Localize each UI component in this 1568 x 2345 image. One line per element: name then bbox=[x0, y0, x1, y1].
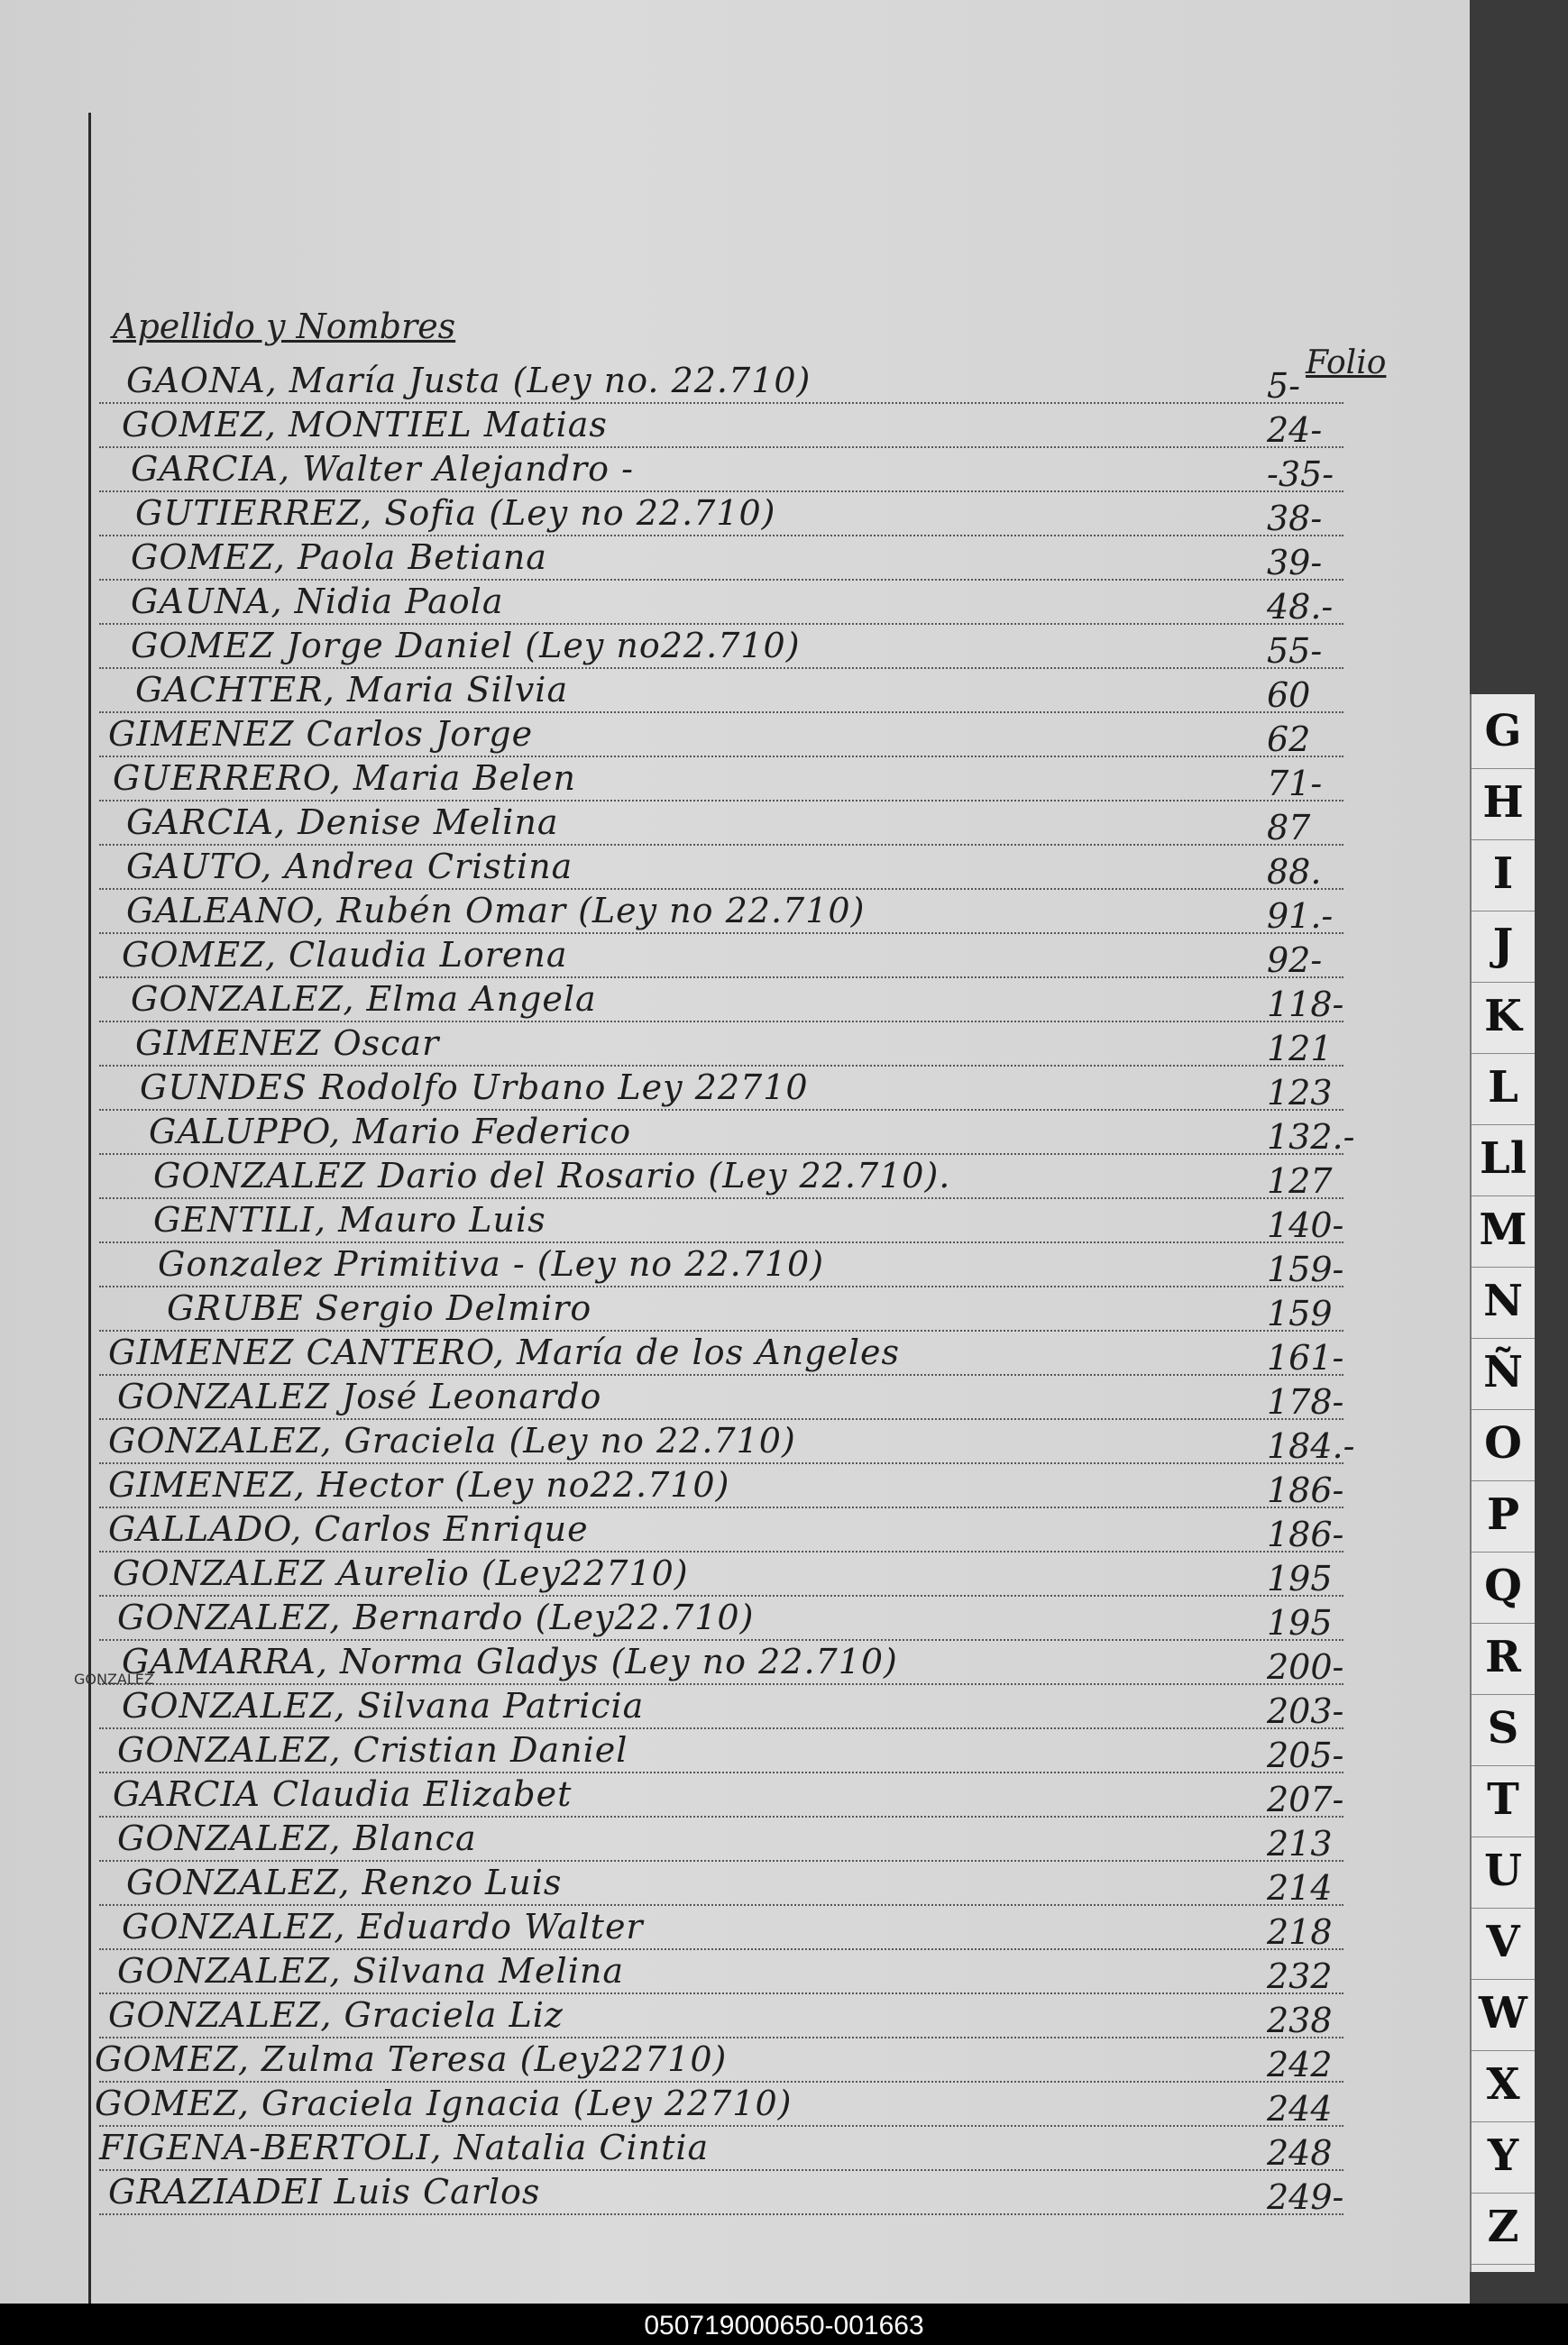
ruled-line bbox=[99, 1551, 1343, 1553]
ruled-line bbox=[99, 1021, 1343, 1022]
entry-folio: 127 bbox=[1267, 1161, 1333, 1201]
ledger-entry bbox=[0, 1023, 1470, 1067]
ruled-line bbox=[99, 1197, 1343, 1199]
ledger-entry bbox=[0, 405, 1470, 448]
ruled-line bbox=[99, 1286, 1343, 1287]
ruled-line bbox=[99, 1109, 1343, 1111]
ruled-line bbox=[99, 1948, 1343, 1950]
entry-folio: 203- bbox=[1267, 1691, 1344, 1731]
ruled-line bbox=[99, 888, 1343, 890]
entry-name: GAONA, María Justa (Ley no. 22.710) bbox=[126, 361, 812, 400]
entry-name: GRUBE Sergio Delmiro bbox=[167, 1288, 592, 1328]
ledger-entry bbox=[0, 979, 1470, 1022]
entry-name: GONZALEZ, Cristian Daniel bbox=[117, 1730, 628, 1770]
entry-folio: 132.- bbox=[1267, 1117, 1355, 1157]
entry-name: FIGENA-BERTOLI, Natalia Cintia bbox=[99, 2128, 710, 2167]
entry-folio: 184.- bbox=[1267, 1426, 1355, 1466]
ledger-entry bbox=[0, 1112, 1470, 1155]
ledger-entry bbox=[0, 1156, 1470, 1199]
entry-folio: 5- bbox=[1267, 366, 1301, 406]
ruled-line bbox=[99, 623, 1343, 625]
entry-folio: 39- bbox=[1267, 543, 1323, 582]
ruled-line bbox=[99, 535, 1343, 536]
entry-name: GONZALEZ, Bernardo (Ley22.710) bbox=[117, 1598, 755, 1637]
entry-folio: 244 bbox=[1267, 2089, 1333, 2129]
ledger-entry bbox=[0, 714, 1470, 757]
entry-folio: 218 bbox=[1267, 1912, 1333, 1952]
ledger-entry bbox=[0, 1244, 1470, 1287]
index-tab-r[interactable]: R bbox=[1472, 1620, 1535, 1695]
footer-bar bbox=[0, 2304, 1568, 2345]
index-tab-p[interactable]: P bbox=[1472, 1478, 1535, 1553]
ruled-line bbox=[99, 1153, 1343, 1155]
entry-folio: 38- bbox=[1267, 499, 1323, 538]
ledger-entry bbox=[0, 802, 1470, 846]
ledger-entry bbox=[0, 1333, 1470, 1376]
ledger-entry bbox=[0, 1951, 1470, 1994]
ledger-entry bbox=[0, 1067, 1470, 1111]
index-tab-w[interactable]: W bbox=[1472, 1976, 1535, 2051]
index-tab-v[interactable]: V bbox=[1472, 1905, 1535, 1980]
ruled-line bbox=[99, 2213, 1343, 2215]
entry-name: GONZALEZ Aurelio (Ley22710) bbox=[113, 1553, 689, 1593]
entry-name: GUERRERO, Maria Belen bbox=[113, 758, 576, 798]
ruled-line bbox=[99, 932, 1343, 934]
index-tab-k[interactable]: K bbox=[1472, 979, 1535, 1054]
ruled-line bbox=[99, 667, 1343, 669]
index-tab-q[interactable]: Q bbox=[1472, 1549, 1535, 1624]
entry-name: GOMEZ, Graciela Ignacia (Ley 22710) bbox=[95, 2084, 793, 2123]
index-tab-l[interactable]: L bbox=[1472, 1050, 1535, 1125]
entry-name: GAUNA, Nidia Paola bbox=[131, 582, 504, 621]
ruled-line bbox=[99, 490, 1343, 492]
ledger-entry bbox=[0, 1642, 1470, 1685]
ruled-line bbox=[99, 800, 1343, 802]
entry-name: GUNDES Rodolfo Urbano Ley 22710 bbox=[140, 1067, 809, 1107]
ledger-entry bbox=[0, 2084, 1470, 2127]
entry-name: GAMARRA, Norma Gladys (Ley no 22.710) bbox=[122, 1642, 898, 1681]
ledger-entry bbox=[0, 2172, 1470, 2215]
ruled-line bbox=[99, 1639, 1343, 1641]
entry-folio: 161- bbox=[1267, 1338, 1344, 1378]
ledger-entry bbox=[0, 1377, 1470, 1420]
index-tab-o[interactable]: O bbox=[1472, 1406, 1535, 1481]
entry-name: GOMEZ, Claudia Lorena bbox=[122, 935, 568, 975]
index-tab-y[interactable]: Y bbox=[1472, 2119, 1535, 2194]
entry-folio: 88. bbox=[1267, 852, 1322, 892]
entry-folio: 123 bbox=[1267, 1073, 1333, 1113]
ruled-line bbox=[99, 976, 1343, 978]
entry-folio: 207- bbox=[1267, 1780, 1344, 1819]
index-tab-x[interactable]: X bbox=[1472, 2047, 1535, 2122]
entry-folio: -35- bbox=[1267, 454, 1334, 494]
entry-folio: 48.- bbox=[1267, 587, 1334, 627]
entry-name: GONZALEZ, Graciela Liz bbox=[108, 1995, 564, 2035]
entry-folio: 205- bbox=[1267, 1736, 1344, 1775]
index-tab-t[interactable]: T bbox=[1472, 1763, 1535, 1837]
ruled-line bbox=[99, 1241, 1343, 1243]
index-tab-s[interactable]: S bbox=[1472, 1691, 1535, 1766]
ruled-line bbox=[99, 1595, 1343, 1597]
entry-name: GONZALEZ, Silvana Patricia bbox=[122, 1686, 645, 1726]
entry-folio: 238 bbox=[1267, 2001, 1333, 2040]
document-code: 050719000650-001663 bbox=[644, 2311, 924, 2340]
ruled-line bbox=[99, 2037, 1343, 2038]
ruled-line bbox=[99, 1683, 1343, 1685]
ledger-entry bbox=[0, 891, 1470, 934]
ruled-line bbox=[99, 1860, 1343, 1862]
ruled-line bbox=[99, 1772, 1343, 1773]
index-tab-n[interactable]: N bbox=[1472, 1264, 1535, 1339]
ledger-entry bbox=[0, 935, 1470, 978]
entry-name: GARCIA, Walter Alejandro - bbox=[131, 449, 634, 489]
entry-folio: 186- bbox=[1267, 1515, 1344, 1554]
index-tab-u[interactable]: U bbox=[1472, 1834, 1535, 1909]
entry-name: GONZALEZ Dario del Rosario (Ley 22.710). bbox=[153, 1156, 951, 1195]
entry-folio: 118- bbox=[1267, 985, 1344, 1024]
ledger-entry bbox=[0, 1818, 1470, 1862]
ledger-entry bbox=[0, 361, 1470, 404]
entry-name: GALLADO, Carlos Enrique bbox=[108, 1509, 589, 1549]
index-tab-ll[interactable]: Ll bbox=[1472, 1122, 1535, 1196]
entry-folio: 232 bbox=[1267, 1956, 1333, 1996]
column-header-folio: Folio bbox=[1306, 344, 1387, 381]
entry-folio: 92- bbox=[1267, 940, 1323, 980]
margin-note: GONZALEZ bbox=[74, 1671, 154, 1688]
entry-name: GENTILI, Mauro Luis bbox=[153, 1200, 546, 1240]
ruled-line bbox=[99, 756, 1343, 757]
ruled-line bbox=[99, 711, 1343, 713]
ruled-line bbox=[99, 402, 1343, 404]
index-tab-j[interactable]: J bbox=[1472, 908, 1535, 983]
ruled-line bbox=[99, 1374, 1343, 1376]
ruled-line bbox=[99, 1462, 1343, 1464]
entry-name: GIMENEZ Oscar bbox=[135, 1023, 440, 1063]
ruled-line bbox=[99, 1418, 1343, 1420]
ledger-entry bbox=[0, 493, 1470, 536]
entry-name: GONZALEZ, Blanca bbox=[117, 1818, 477, 1858]
ruled-line bbox=[99, 1507, 1343, 1508]
entry-folio: 159- bbox=[1267, 1250, 1344, 1289]
entry-name: GONZALEZ, Silvana Melina bbox=[117, 1951, 624, 1991]
entry-name: GAUTO, Andrea Cristina bbox=[126, 847, 573, 886]
entry-folio: 71- bbox=[1267, 764, 1323, 803]
alphabet-index-tabs bbox=[1470, 694, 1535, 2272]
ledger-entry bbox=[0, 626, 1470, 669]
ruled-line bbox=[99, 1816, 1343, 1818]
entry-folio: 60 bbox=[1267, 675, 1311, 715]
ledger-entry bbox=[0, 1863, 1470, 1906]
ruled-line bbox=[99, 2081, 1343, 2083]
entry-name: GONZALEZ, Elma Angela bbox=[131, 979, 597, 1019]
entry-name: GACHTER, Maria Silvia bbox=[135, 670, 569, 710]
ledger-entry bbox=[0, 1509, 1470, 1553]
entry-name: GONZALEZ José Leonardo bbox=[117, 1377, 602, 1416]
ledger-entry bbox=[0, 1686, 1470, 1729]
entry-folio: 87 bbox=[1267, 808, 1311, 847]
ledger-entry bbox=[0, 1288, 1470, 1332]
entry-name: GALUPPO, Mario Federico bbox=[149, 1112, 632, 1151]
ledger-entry bbox=[0, 2128, 1470, 2171]
entry-name: GONZALEZ, Graciela (Ley no 22.710) bbox=[108, 1421, 796, 1461]
ledger-entry bbox=[0, 670, 1470, 713]
ruled-line bbox=[99, 1330, 1343, 1332]
index-tab-i[interactable]: I bbox=[1472, 837, 1535, 911]
entry-name: GONZALEZ, Eduardo Walter bbox=[122, 1907, 644, 1947]
index-tab-z[interactable]: Z bbox=[1472, 2190, 1535, 2265]
entry-name: GARCIA, Denise Melina bbox=[126, 802, 559, 842]
entry-folio: 213 bbox=[1267, 1824, 1333, 1864]
ruled-line bbox=[99, 1727, 1343, 1729]
entry-folio: 186- bbox=[1267, 1470, 1344, 1510]
entry-folio: 24- bbox=[1267, 410, 1323, 450]
ledger-entry bbox=[0, 1200, 1470, 1243]
entry-folio: 91.- bbox=[1267, 896, 1334, 936]
index-tab-m[interactable]: M bbox=[1472, 1193, 1535, 1268]
entry-name: GOMEZ, Zulma Teresa (Ley22710) bbox=[95, 2039, 728, 2079]
entry-name: GIMENEZ CANTERO, María de los Angeles bbox=[108, 1333, 901, 1372]
ledger-entry bbox=[0, 1774, 1470, 1818]
entry-name: GRAZIADEI Luis Carlos bbox=[108, 2172, 541, 2212]
ledger-entry bbox=[0, 1730, 1470, 1773]
entry-name: GONZALEZ, Renzo Luis bbox=[126, 1863, 563, 1902]
ruled-line bbox=[99, 1992, 1343, 1994]
entry-name: GUTIERREZ, Sofia (Ley no 22.710) bbox=[135, 493, 776, 533]
entry-folio: 242 bbox=[1267, 2045, 1333, 2084]
ruled-line bbox=[99, 446, 1343, 448]
ledger-entry bbox=[0, 1598, 1470, 1641]
entry-name: GIMENEZ, Hector (Ley no22.710) bbox=[108, 1465, 730, 1505]
entry-folio: 195 bbox=[1267, 1559, 1333, 1598]
ledger-entry bbox=[0, 449, 1470, 492]
ledger-entry bbox=[0, 758, 1470, 802]
entry-folio: 248 bbox=[1267, 2133, 1333, 2173]
entry-folio: 178- bbox=[1267, 1382, 1344, 1422]
ruled-line bbox=[99, 844, 1343, 846]
entry-folio: 195 bbox=[1267, 1603, 1333, 1643]
entry-name: GOMEZ, Paola Betiana bbox=[131, 537, 547, 577]
ledger-entry bbox=[0, 847, 1470, 890]
entry-name: GARCIA Claudia Elizabet bbox=[113, 1774, 573, 1814]
ledger-entry bbox=[0, 1421, 1470, 1464]
ruled-line bbox=[99, 579, 1343, 581]
index-tab-g[interactable]: G bbox=[1472, 694, 1535, 769]
ruled-line bbox=[99, 1065, 1343, 1067]
entry-folio: 62 bbox=[1267, 719, 1311, 759]
entry-name: GIMENEZ Carlos Jorge bbox=[108, 714, 534, 754]
entry-folio: 55- bbox=[1267, 631, 1323, 671]
entry-name: GOMEZ, MONTIEL Matias bbox=[122, 405, 608, 444]
ruled-line bbox=[99, 2125, 1343, 2127]
ledger-entry bbox=[0, 1995, 1470, 2038]
entry-folio: 249- bbox=[1267, 2177, 1344, 2217]
entry-folio: 159 bbox=[1267, 1294, 1333, 1333]
entry-folio: 200- bbox=[1267, 1647, 1344, 1687]
ruled-line bbox=[99, 1904, 1343, 1906]
entry-folio: 140- bbox=[1267, 1205, 1344, 1245]
ledger-entry bbox=[0, 2039, 1470, 2083]
ledger-entry bbox=[0, 1553, 1470, 1597]
index-tab-h[interactable]: H bbox=[1472, 765, 1535, 840]
ledger-entry bbox=[0, 537, 1470, 581]
ledger-entry bbox=[0, 582, 1470, 625]
ledger-entry bbox=[0, 1465, 1470, 1508]
ledger-entry bbox=[0, 1907, 1470, 1950]
ruled-line bbox=[99, 2169, 1343, 2171]
entry-name: Gonzalez Primitiva - (Ley no 22.710) bbox=[158, 1244, 825, 1284]
entry-folio: 121 bbox=[1267, 1029, 1333, 1068]
entry-folio: 214 bbox=[1267, 1868, 1333, 1908]
column-header-names: Apellido y Nombres bbox=[113, 307, 456, 346]
entry-name: GOMEZ Jorge Daniel (Ley no22.710) bbox=[131, 626, 801, 665]
entry-name: GALEANO, Rubén Omar (Ley no 22.710) bbox=[126, 891, 866, 930]
index-tab-ñ[interactable]: Ñ bbox=[1472, 1335, 1535, 1410]
